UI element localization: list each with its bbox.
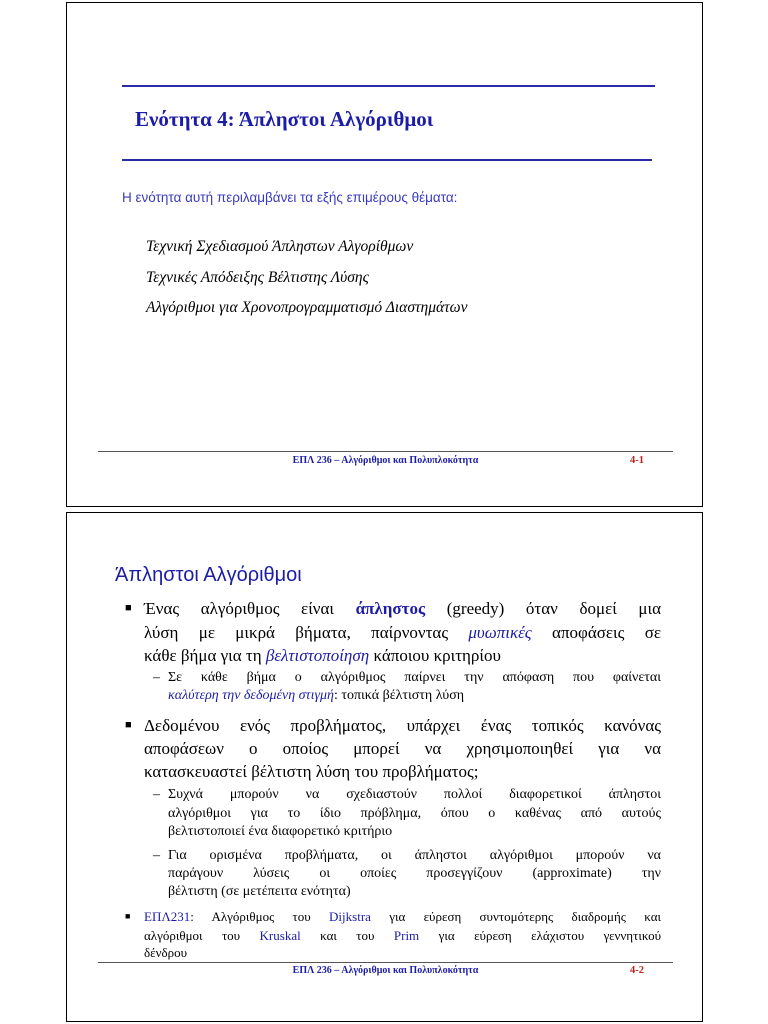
topic-item: Τεχνική Σχεδιασμού Άπληστων Αλγορίθμων: [146, 238, 414, 255]
footer-text: ΕΠΛ 236 – Αλγόριθμοι και Πολυπλοκότητα: [292, 455, 479, 466]
keyword-prim: Prim: [393, 928, 420, 943]
page-number: 4-2: [630, 965, 644, 976]
bullet-1-line-1: [144, 599, 661, 619]
keyword-optimization: βελτιστοποίηση: [265, 646, 370, 665]
sub-bullet-dash: –: [153, 670, 160, 685]
text: για εύρεση ελάχιστου γεννητικού: [438, 928, 662, 943]
sub-2-line-2: αλγόριθμοι για το ίδιο πρόβλημα, όπου ο καθένας από αυτούς: [168, 806, 661, 821]
bullet-3-line-1: [144, 909, 661, 925]
bullet-2-line-1: Δεδομένου ενός προβλήματος, υπάρχει ένας τοπικός κανόνας: [144, 716, 661, 735]
bullet-1-line-3: [144, 646, 661, 666]
text: κάποιου κριτηρίου: [373, 646, 501, 665]
title-rule-bottom: [122, 159, 652, 161]
text: και του: [320, 928, 375, 943]
keyword-dijkstra: Dijkstra: [329, 909, 371, 924]
bullet-marker: ■: [125, 719, 132, 731]
bullet-marker: ■: [125, 602, 132, 614]
course-code: ΕΠΛ231: [144, 909, 191, 924]
slide-2-title: Άπληστοι Αλγόριθμοι: [115, 564, 302, 586]
sub-1-line-2: [168, 688, 661, 704]
footer-rule: [98, 962, 673, 963]
topic-item: Τεχνικές Απόδειξης Βέλτιστης Λύσης: [146, 269, 369, 286]
bullet-2-line-2: αποφάσεων ο οποίος μπορεί να χρησιμοποιηθεί για να: [144, 739, 661, 758]
sub-bullet-dash: –: [153, 848, 160, 863]
intro-text: Η ενότητα αυτή περιλαμβάνει τα εξής επιμέρους θέματα:: [122, 190, 458, 205]
bullet-3-line-2: [144, 928, 661, 944]
text: Ένας αλγόριθμος είναι: [144, 599, 334, 618]
sub-1-line-1: Σε κάθε βήμα ο αλγόριθμος παίρνει την απόφαση που φαίνεται: [168, 670, 661, 685]
sub-3-line-3: βέλτιστη (σε μετέπειτα ενότητα): [168, 884, 351, 899]
sub-3-line-2: παράγουν λύσεις οι οποίες προσεγγίζουν (approximate) την: [168, 866, 661, 881]
footer-rule: [98, 451, 673, 452]
text: (greedy) όταν δομεί μια: [446, 599, 662, 618]
sub-2-line-3: βελτιστοποιεί ένα διαφορετικό κριτήριο: [168, 824, 393, 839]
bullet-marker: ■: [125, 911, 131, 921]
text: κάθε βήμα για τη: [144, 646, 262, 665]
sub-3-line-1: Για ορισμένα προβλήματα, οι άπληστοι αλγόριθμοι μπορούν να: [168, 848, 661, 863]
text: λύση με μικρά βήματα, παίρνοντας: [144, 623, 449, 642]
bullet-1-line-2: [144, 623, 661, 643]
text: αποφάσεις σε: [552, 623, 661, 642]
slide-1: [66, 2, 703, 507]
title-rule-top: [122, 85, 655, 87]
text: : τοπικά βέλτιστη λύση: [333, 688, 465, 703]
keyword-myopic: μυωπικές: [468, 623, 532, 642]
text: : Αλγόριθμος του: [190, 909, 311, 924]
keyword-best-now: καλύτερη την δεδομένη στιγμή: [168, 688, 334, 703]
page-number: 4-1: [630, 455, 644, 466]
slide-1-title: Ενότητα 4: Άπληστοι Αλγόριθμοι: [135, 107, 434, 131]
sub-bullet-dash: –: [153, 787, 160, 802]
footer-text: ΕΠΛ 236 – Αλγόριθμοι και Πολυπλοκότητα: [292, 965, 479, 976]
sub-2-line-1: Συχνά μπορούν να σχεδιαστούν πολλοί διαφορετικοί άπληστοι: [168, 787, 661, 802]
keyword-kruskal: Kruskal: [259, 928, 301, 943]
bullet-3-line-3: δένδρου: [144, 945, 188, 960]
bullet-2-line-3: κατασκευαστεί βέλτιστη λύση του προβλήματος;: [144, 762, 479, 781]
keyword-greedy: άπληστος: [355, 599, 426, 618]
topic-item: Αλγόριθμοι για Χρονοπρογραμματισμό Διαστημάτων: [146, 299, 468, 316]
slide-2: [66, 512, 703, 1022]
text: αλγόριθμοι του: [144, 928, 241, 943]
text: για εύρεση συντομότερης διαδρομής και: [389, 909, 662, 924]
